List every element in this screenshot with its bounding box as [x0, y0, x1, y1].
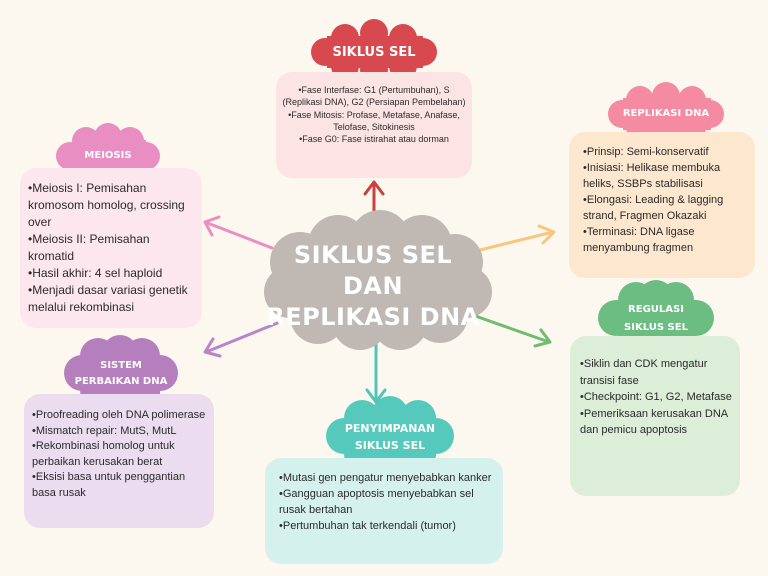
list-item: • Meiosis II: Pemisahan kromatid	[28, 231, 194, 265]
list-item: • Fase G0: Fase istirahat atau dorman	[282, 133, 466, 145]
list-item: • Siklin dan CDK mengatur transisi fase	[580, 356, 732, 389]
list-item: • Pemeriksaan kerusakan DNA dan pemicu apoptosis	[580, 406, 732, 439]
penyimpangan-list	[279, 470, 495, 534]
list-item: • Terminasi: DNA ligase menyambung fragmen	[583, 224, 745, 256]
meiosis-list	[28, 180, 194, 316]
list-item: • Fase Mitosis: Profase, Metafase, Anafase, Telofase, Sitokinesis	[282, 109, 466, 134]
center-title-line1: SIKLUS SEL DAN	[293, 241, 453, 300]
list-item: • Elongasi: Leading & lagging strand, Fragmen Okazaki	[583, 192, 745, 224]
siklus-sel-list	[282, 84, 466, 145]
siklus-sel-title-text: SIKLUS SEL	[332, 45, 416, 60]
list-item: • Pertumbuhan tak terkendali (tumor)	[279, 518, 495, 534]
regulasi-title-line2: SIKLUS SEL	[624, 322, 688, 333]
siklus-sel-title	[320, 40, 428, 66]
replikasi-dna-title	[616, 103, 716, 125]
list-item: • Proofreading oleh DNA polimerase	[32, 408, 206, 424]
list-item: • Eksisi basa untuk penggantian basa rusak	[32, 470, 206, 501]
list-item: • Meiosis I: Pemisahan kromosom homolog, crossing over	[28, 180, 194, 231]
penyimpangan-title	[330, 418, 450, 456]
penyimpangan-title-line2: SIKLUS SEL	[354, 438, 426, 452]
regulasi-title-line1: REGULASI	[628, 304, 684, 315]
regulasi-list	[580, 356, 732, 439]
regulasi-box	[570, 336, 740, 496]
list-item: • Prinsip: Semi-konservatif	[583, 144, 745, 160]
sistem-perbaikan-box	[24, 394, 214, 528]
sistem-perbaikan-title-line2: PERBAIKAN DNA	[74, 376, 168, 387]
penyimpangan-title-line1: PENYIMPANAN	[344, 421, 436, 435]
sistem-perbaikan-list	[32, 408, 206, 501]
sistem-perbaikan-title-line1: SISTEM	[100, 360, 142, 371]
replikasi-dna-title-text: REPLIKASI DNA	[622, 108, 710, 119]
siklus-sel-box	[276, 72, 472, 178]
replikasi-dna-box	[569, 132, 755, 278]
center-title-line2: REPLIKASI DNA	[266, 303, 480, 331]
sistem-perbaikan-title	[70, 355, 172, 393]
list-item: • Inisiasi: Helikase membuka heliks, SSBPs stabilisasi	[583, 160, 745, 192]
list-item: • Menjadi dasar variasi genetik melalui rekombinasi	[28, 282, 194, 316]
meiosis-box	[20, 168, 202, 328]
center-title	[262, 240, 484, 333]
regulasi-title	[606, 300, 706, 338]
list-item: • Checkpoint: G1, G2, Metafase	[580, 389, 732, 406]
list-item: • Hasil akhir: 4 sel haploid	[28, 265, 194, 282]
replikasi-dna-list	[583, 144, 745, 256]
list-item: • Fase Interfase: G1 (Pertumbuhan), S (Replikasi DNA), G2 (Persiapan Pembelahan)	[282, 84, 466, 109]
list-item: • Mismatch repair: MutS, MutL	[32, 424, 206, 440]
meiosis-title-text: MEIOSIS	[84, 150, 132, 161]
list-item: • Mutasi gen pengatur menyebabkan kanker	[279, 470, 495, 486]
list-item: • Rekombinasi homolog untuk perbaikan kerusakan berat	[32, 439, 206, 470]
meiosis-title	[66, 145, 150, 167]
penyimpangan-box	[265, 458, 503, 564]
list-item: • Gangguan apoptosis menyebabkan sel rusak bertahan	[279, 486, 495, 518]
